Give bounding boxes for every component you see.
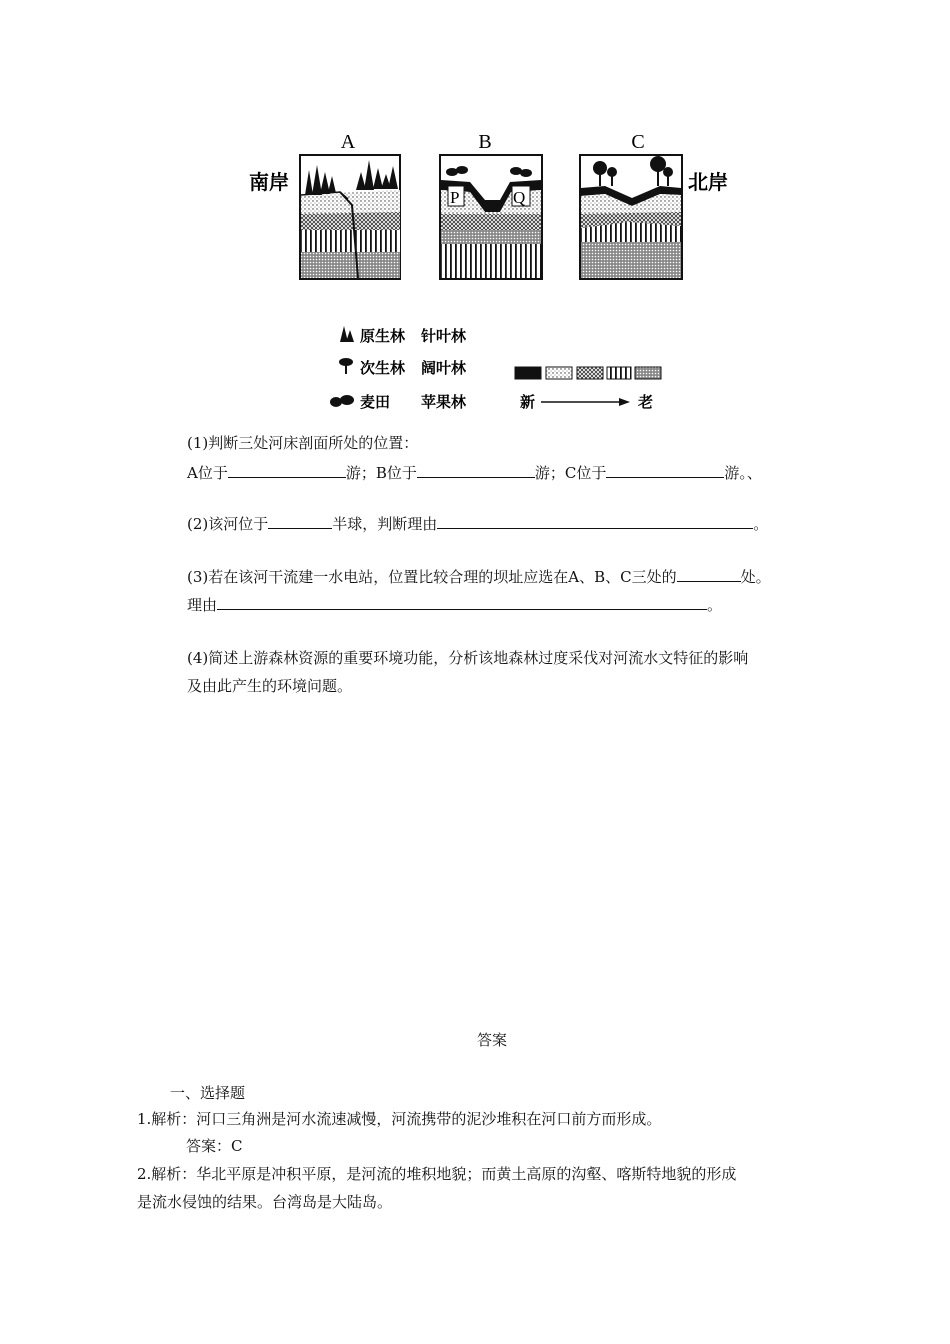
section-label-c: C — [631, 131, 645, 153]
answer-2-line-1: 2.解析：华北平原是冲积平原，是河流的堆积地貌；而黄土高原的沟壑、喀斯特地貌的形成 — [137, 1165, 737, 1183]
legend-broadleaf-forest: 阔叶林 — [421, 359, 467, 377]
question-1-line — [187, 462, 762, 483]
q3-line1-suffix: 处。 — [740, 568, 771, 586]
rock-age-swatches — [515, 367, 661, 379]
q3-line1-prefix: (3)若在该河干流建一水电站，位置比较合理的坝址应选在A、B、C三处的 — [187, 568, 677, 586]
answer-1-explanation: 1.解析：河口三角洲是河水流速减慢，河流携带的泥沙堆积在河口前方而形成。 — [137, 1110, 662, 1128]
question-4-line-1: (4)简述上游森林资源的重要环境功能，分析该地森林过度采伐对河流水文特征的影响 — [187, 649, 749, 667]
legend — [330, 326, 661, 411]
q3-line2-end: 。 — [707, 596, 723, 614]
q1-a-suffix: 游；B位于 — [345, 464, 417, 482]
q1-c-blank[interactable] — [606, 463, 724, 478]
river-profile-figure — [0, 0, 950, 420]
question-1-title: (1)判断三处河床剖面所处的位置： — [187, 434, 419, 452]
q2-reason-blank[interactable] — [437, 514, 753, 529]
q1-b-blank[interactable] — [417, 463, 535, 478]
legend-primary-forest: 原生林 — [360, 327, 406, 345]
q2-prefix: (2)该河位于 — [187, 515, 269, 533]
question-3-line-1 — [187, 566, 771, 587]
profile-a — [300, 155, 400, 279]
legend-secondary-forest: 次生林 — [360, 359, 406, 377]
question-2-line — [187, 513, 768, 534]
q1-b-suffix: 游；C位于 — [534, 464, 607, 482]
answers-section-title: 一、选择题 — [170, 1084, 246, 1102]
q3-site-blank[interactable] — [677, 567, 741, 582]
q3-line2-prefix: 理由 — [187, 596, 218, 614]
legend-wheat-field: 麦田 — [360, 393, 391, 411]
q2-hemisphere-blank[interactable] — [268, 514, 332, 529]
section-label-a: A — [340, 131, 356, 153]
primary-forest-icon — [340, 326, 354, 342]
answers-heading: 答案 — [477, 1031, 508, 1049]
point-p-label: P — [450, 188, 460, 207]
q1-c-suffix: 游。、 — [724, 464, 762, 482]
north-bank-label: 北岸 — [688, 170, 728, 194]
profile-b — [440, 155, 542, 279]
answer-1-choice: 答案：C — [186, 1137, 243, 1155]
q2-end: 。 — [753, 515, 769, 533]
profile-c — [580, 155, 682, 279]
south-bank-label: 南岸 — [249, 170, 289, 194]
wheat-apple-icon — [330, 395, 354, 407]
legend-age-new: 新 — [520, 393, 536, 411]
q2-mid: 半球，判断理由 — [332, 515, 438, 533]
q1-a-blank[interactable] — [228, 463, 346, 478]
section-label-b: B — [478, 131, 492, 153]
legend-age-old: 老 — [638, 393, 654, 411]
q1-a-prefix: A位于 — [187, 464, 228, 482]
secondary-forest-icon — [339, 358, 353, 374]
q3-reason-blank[interactable] — [217, 595, 707, 610]
point-q-label: Q — [513, 188, 526, 207]
question-4-line-2: 及由此产生的环境问题。 — [187, 677, 353, 695]
question-3-line-2 — [187, 594, 722, 615]
legend-conifer-forest: 针叶林 — [421, 327, 467, 345]
legend-apple-orchard: 苹果林 — [421, 393, 467, 411]
answer-2-line-2: 是流水侵蚀的结果。台湾岛是大陆岛。 — [137, 1193, 393, 1211]
